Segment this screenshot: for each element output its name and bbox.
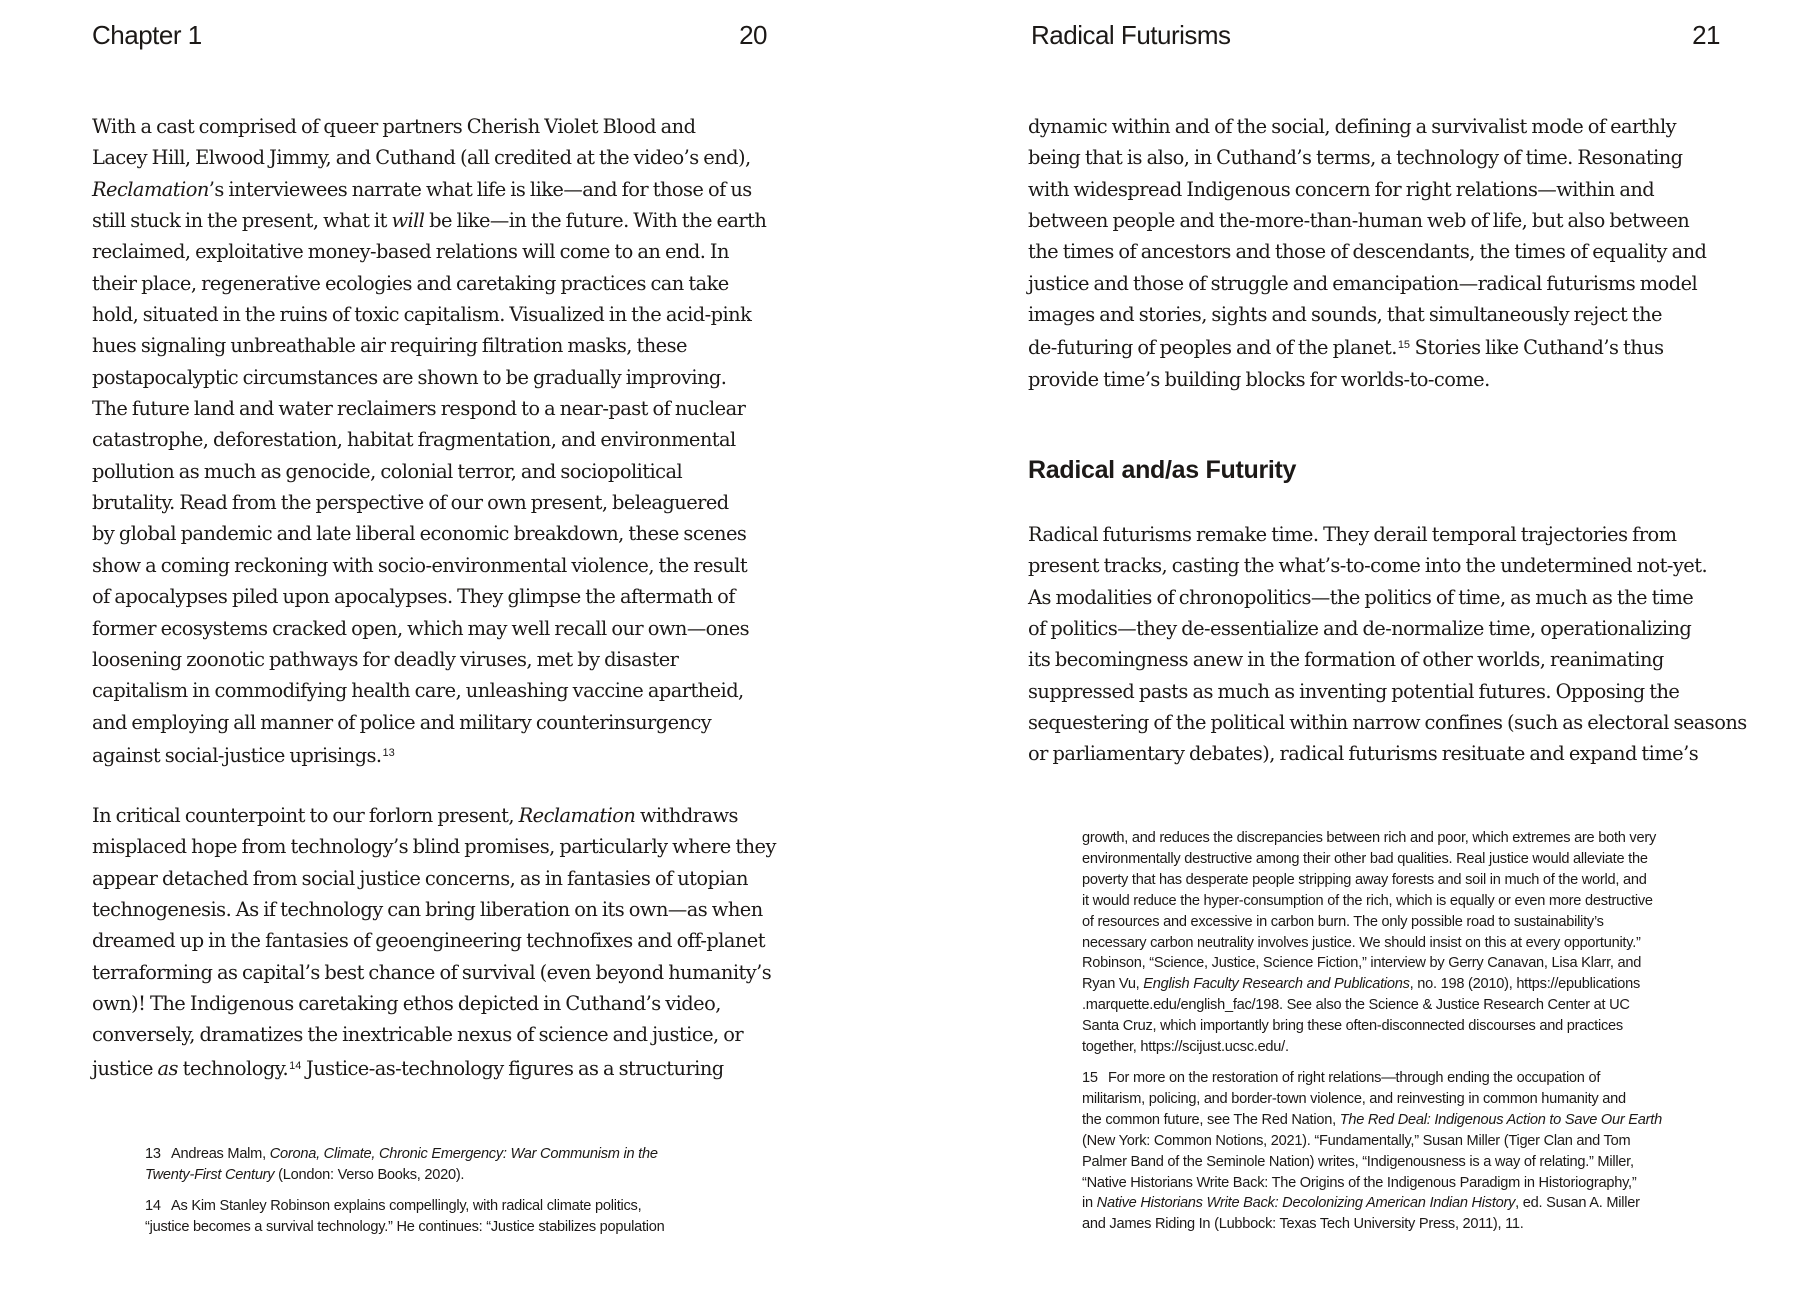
text-line: capitalism in commodifying health care, unleashing vaccine apartheid,	[92, 679, 744, 703]
footnote-line: environmentally destructive among their other bad qualities. Real justice would alleviate the	[1082, 850, 1648, 867]
text-line: provide time’s building blocks for worlds-to-come.	[1028, 367, 1490, 391]
text-line: As modalities of chronopolitics—the politics of time, as much as the time	[1028, 585, 1694, 609]
text-line: postapocalyptic circumstances are shown to be gradually improving.	[92, 365, 727, 389]
text-line: de-futuring of peoples and of the planet.$^{15}$ Stories like Cuthand’s thus	[1028, 336, 1664, 360]
footnote-line: 15 For more on the restoration of right relations—through ending the occupation of	[1082, 1068, 1662, 1089]
text-line: by global pandemic and late liberal economic breakdown, these scenes	[92, 522, 747, 546]
text-line: reclaimed, exploitative money-based relations will come to an end. In	[92, 240, 729, 264]
text-line: suppressed pasts as much as inventing potential futures. Opposing the	[1028, 679, 1680, 703]
text-line: present tracks, casting the what’s-to-come into the undetermined not-yet.	[1028, 554, 1708, 578]
footnote-line: the common future, see The Red Nation, The Red Deal: Indigenous Action to Save Our Earth	[1082, 1111, 1662, 1128]
footnote-14	[145, 1196, 665, 1238]
text-line: conversely, dramatizes the inextricable nexus of science and justice, or	[92, 1023, 744, 1047]
text-line: justice and those of struggle and emancipation—radical futurisms model	[1028, 271, 1698, 295]
footnote-continued	[1082, 828, 1662, 1058]
text-line: show a coming reckoning with socio-environmental violence, the result	[92, 553, 748, 577]
body-paragraph-1	[92, 111, 766, 771]
text-line: between people and the-more-than-human web of life, but also between	[1028, 209, 1690, 233]
text-line: of politics—they de-essentialize and de-normalize time, operationalizing	[1028, 617, 1692, 641]
text-line: Reclamation’s interviewees narrate what life is like—and for those of us	[92, 177, 752, 201]
footnote-15	[1082, 1068, 1662, 1235]
text-line: technogenesis. As if technology can bring liberation on its own—as when	[92, 898, 763, 922]
text-line: being that is also, in Cuthand’s terms, a technology of time. Resonating	[1028, 146, 1683, 170]
text-line: or parliamentary debates), radical futurisms resituate and expand time’s	[1028, 742, 1699, 766]
text-line: brutality. Read from the perspective of our own present, beleaguered	[92, 491, 729, 515]
footnote-line: in Native Historians Write Back: Decolonizing American Indian History, ed. Susan A. Miller	[1082, 1195, 1640, 1212]
text-line: appear detached from social justice concerns, as in fantasies of utopian	[92, 866, 749, 890]
text-line: hues signaling unbreathable air requiring filtration masks, these	[92, 334, 687, 358]
text-line: catastrophe, deforestation, habitat fragmentation, and environmental	[92, 428, 736, 452]
text-line: terraforming as capital’s best chance of survival (even beyond humanity’s	[92, 960, 772, 984]
footnote-line: 13 Andreas Malm, Corona, Climate, Chronic Emergency: War Communism in the	[145, 1144, 665, 1165]
text-line: and employing all manner of police and military counterinsurgency	[92, 710, 712, 734]
footnote-line: necessary carbon neutrality involves justice. We should insist on this at every opportunity.”	[1082, 934, 1641, 951]
footnote-ref-15[interactable]: 15	[1397, 339, 1411, 352]
text-line: The future land and water reclaimers respond to a near-past of nuclear	[92, 397, 746, 421]
footnote-line: poverty that has desperate people stripping away forests and soil in much of the world, and	[1082, 871, 1647, 888]
text-line: sequestering of the political within narrow confines (such as electoral seasons	[1028, 711, 1747, 735]
footnote-line: Robinson, “Science, Justice, Science Fiction,” interview by Gerry Canavan, Lisa Klarr, and	[1082, 955, 1642, 972]
text-line: with widespread Indigenous concern for right relations—within and	[1028, 177, 1655, 201]
text-line: loosening zoonotic pathways for deadly viruses, met by disaster	[92, 647, 679, 671]
footnote-line: Santa Cruz, which importantly bring these often-disconnected discourses and practices	[1082, 1018, 1623, 1035]
footnote-number: 15	[1082, 1069, 1098, 1086]
text-line: the times of ancestors and those of descendants, the times of equality and	[1028, 240, 1707, 264]
body-paragraph-2	[92, 800, 776, 1084]
section-heading: Radical and/as Futurity	[1028, 456, 1297, 484]
body-paragraph-radical-futurisms	[1028, 519, 1747, 770]
footnote-ref-14[interactable]: 14	[289, 1059, 302, 1072]
running-head-right: Radical Futurisms	[1031, 20, 1231, 50]
footnote-line: of resources and excessive in carbon burn. The only possible road to sustainability’s	[1082, 913, 1604, 930]
body-paragraph-continued	[1028, 111, 1706, 395]
footnote-line: growth, and reduces the discrepancies between rich and poor, which extremes are both very	[1082, 830, 1656, 846]
text-line: of apocalypses piled upon apocalypses. They glimpse the aftermath of	[92, 585, 735, 609]
footnote-ref-13[interactable]: 13	[382, 746, 395, 759]
text-line: Lacey Hill, Elwood Jimmy, and Cuthand (all credited at the video’s end),	[92, 146, 751, 170]
text-line: pollution as much as genocide, colonial terror, and sociopolitical	[92, 459, 683, 483]
footnote-line: it would reduce the hyper-consumption of the rich, which is equally or even more destructive	[1082, 892, 1653, 909]
footnote-line: “Native Historians Write Back: The Origins of the Indigenous Paradigm in Historiography,”	[1082, 1174, 1637, 1191]
footnote-line: .marquette.edu/english_fac/198. See also the Science & Justice Research Center at UC	[1082, 997, 1630, 1014]
text-line: against social-justice uprisings.$^{13}$	[92, 743, 395, 767]
footnote-number: 13	[145, 1146, 161, 1162]
footnotes-left	[145, 1144, 665, 1248]
footnotes-right	[1082, 828, 1662, 1245]
footnote-line: together, https://scijust.ucsc.edu/.	[1082, 1039, 1289, 1056]
running-head-left: Chapter 1	[92, 20, 202, 50]
text-line: With a cast comprised of queer partners Cherish Violet Blood and	[92, 115, 696, 138]
text-line: dynamic within and of the social, defining a survivalist mode of earthly	[1028, 115, 1677, 138]
text-line: own)! The Indigenous caretaking ethos depicted in Cuthand’s video,	[92, 992, 721, 1016]
text-line: dreamed up in the fantasies of geoengineering technofixes and off-planet	[92, 929, 765, 953]
text-line: In critical counterpoint to our forlorn present, Reclamation withdraws	[92, 804, 738, 827]
text-line: former ecosystems cracked open, which may well recall our own—ones	[92, 616, 750, 640]
text-line: misplaced hope from technology’s blind promises, particularly where they	[92, 835, 776, 859]
footnote-line: (New York: Common Notions, 2021). “Fundamentally,” Susan Miller (Tiger Clan and Tom	[1082, 1132, 1631, 1149]
text-line: their place, regenerative ecologies and caretaking practices can take	[92, 271, 729, 295]
text-line: hold, situated in the ruins of toxic capitalism. Visualized in the acid-pink	[92, 303, 752, 327]
page-number-left: 20	[739, 20, 767, 50]
footnote-line: Twenty-First Century (London: Verso Books, 2020).	[145, 1166, 465, 1183]
text-line: images and stories, sights and sounds, that simultaneously reject the	[1028, 303, 1662, 327]
footnote-line: 14 As Kim Stanley Robinson explains compellingly, with radical climate politics,	[145, 1196, 665, 1217]
text-line: justice as technology.$^{14}$ Justice-as-technology figures as a structuring	[92, 1056, 724, 1080]
footnote-line: Palmer Band of the Seminole Nation) writes, “Indigenousness is a way of relating.” Miller,	[1082, 1153, 1634, 1170]
footnote-number: 14	[145, 1197, 161, 1214]
page-number-right: 21	[1692, 20, 1720, 50]
footnote-line: and James Riding In (Lubbock: Texas Tech University Press, 2011), 11.	[1082, 1216, 1524, 1233]
footnote-line: “justice becomes a survival technology.” He continues: “Justice stabilizes population	[145, 1218, 665, 1235]
text-line: still stuck in the present, what it will be like—in the future. With the earth	[92, 209, 767, 233]
text-line: Radical futurisms remake time. They derail temporal trajectories from	[1028, 523, 1677, 546]
footnote-line: Ryan Vu, English Faculty Research and Publications, no. 198 (2010), https://epublications	[1082, 976, 1641, 993]
text-line: its becomingness anew in the formation of other worlds, reanimating	[1028, 648, 1664, 672]
footnote-line: militarism, policing, and border-town violence, and reinvesting in common humanity and	[1082, 1090, 1626, 1107]
right-page	[900, 0, 1800, 1307]
footnote-13	[145, 1144, 665, 1186]
